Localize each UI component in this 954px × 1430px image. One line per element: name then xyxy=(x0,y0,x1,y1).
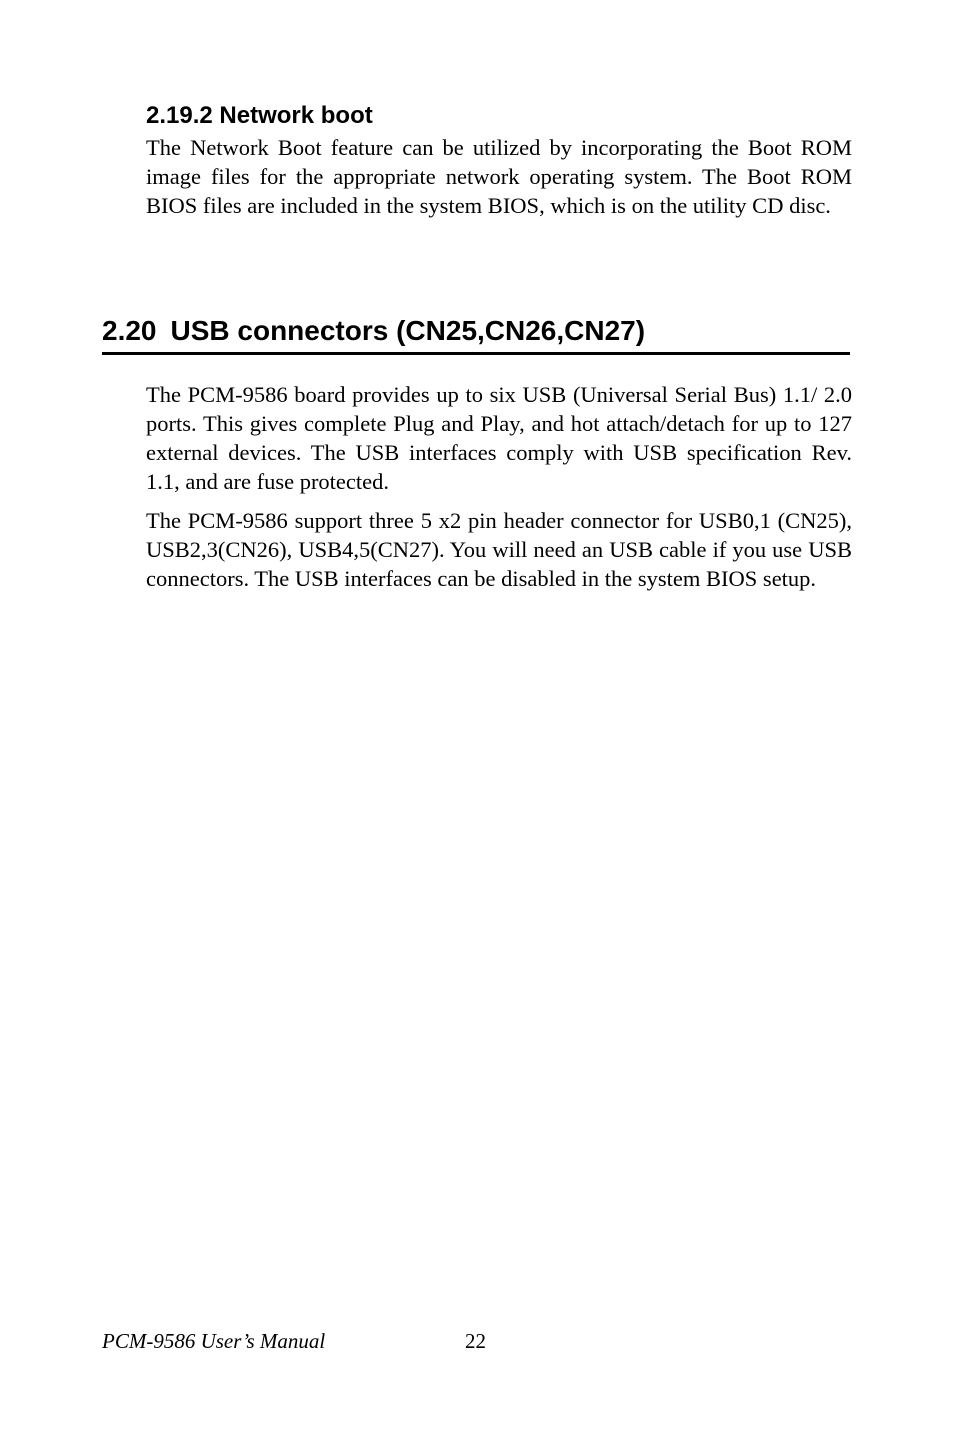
usb-ports-paragraph: The PCM-9586 board provides up to six USB (Universal Serial Bus) 1.1/ 2.0 ports. This gives complete Plug and Play, and hot attach/detach for up to 127 external devices. The USB interfaces comply with USB specification Rev. 1.1, and are fuse protected. xyxy=(146,382,852,494)
section-title: USB connectors (CN25,CN26,CN27) xyxy=(170,315,646,346)
section-number: 2.20 xyxy=(102,315,157,346)
footer-manual-title: PCM-9586 User’s Manual xyxy=(102,1329,326,1353)
subsection-heading-network-boot: 2.19.2 Network boot xyxy=(146,102,373,129)
usb-headers-paragraph: The PCM-9586 support three 5 x2 pin header connector for USB0,1 (CN25), USB2,3(CN26), USB4,5(CN27). You will need an USB cable if you use USB connectors. The USB interfaces can be disabled in the system BIOS setup. xyxy=(146,508,852,591)
footer-page-number: 22 xyxy=(465,1329,486,1353)
section-heading-usb-connectors xyxy=(102,314,850,355)
network-boot-paragraph: The Network Boot feature can be utilized by incorporating the Boot ROM image files for the appropriate network operating system. The Boot ROM BIOS files are included in the system BIOS, which is on the utility CD disc. xyxy=(146,135,852,218)
